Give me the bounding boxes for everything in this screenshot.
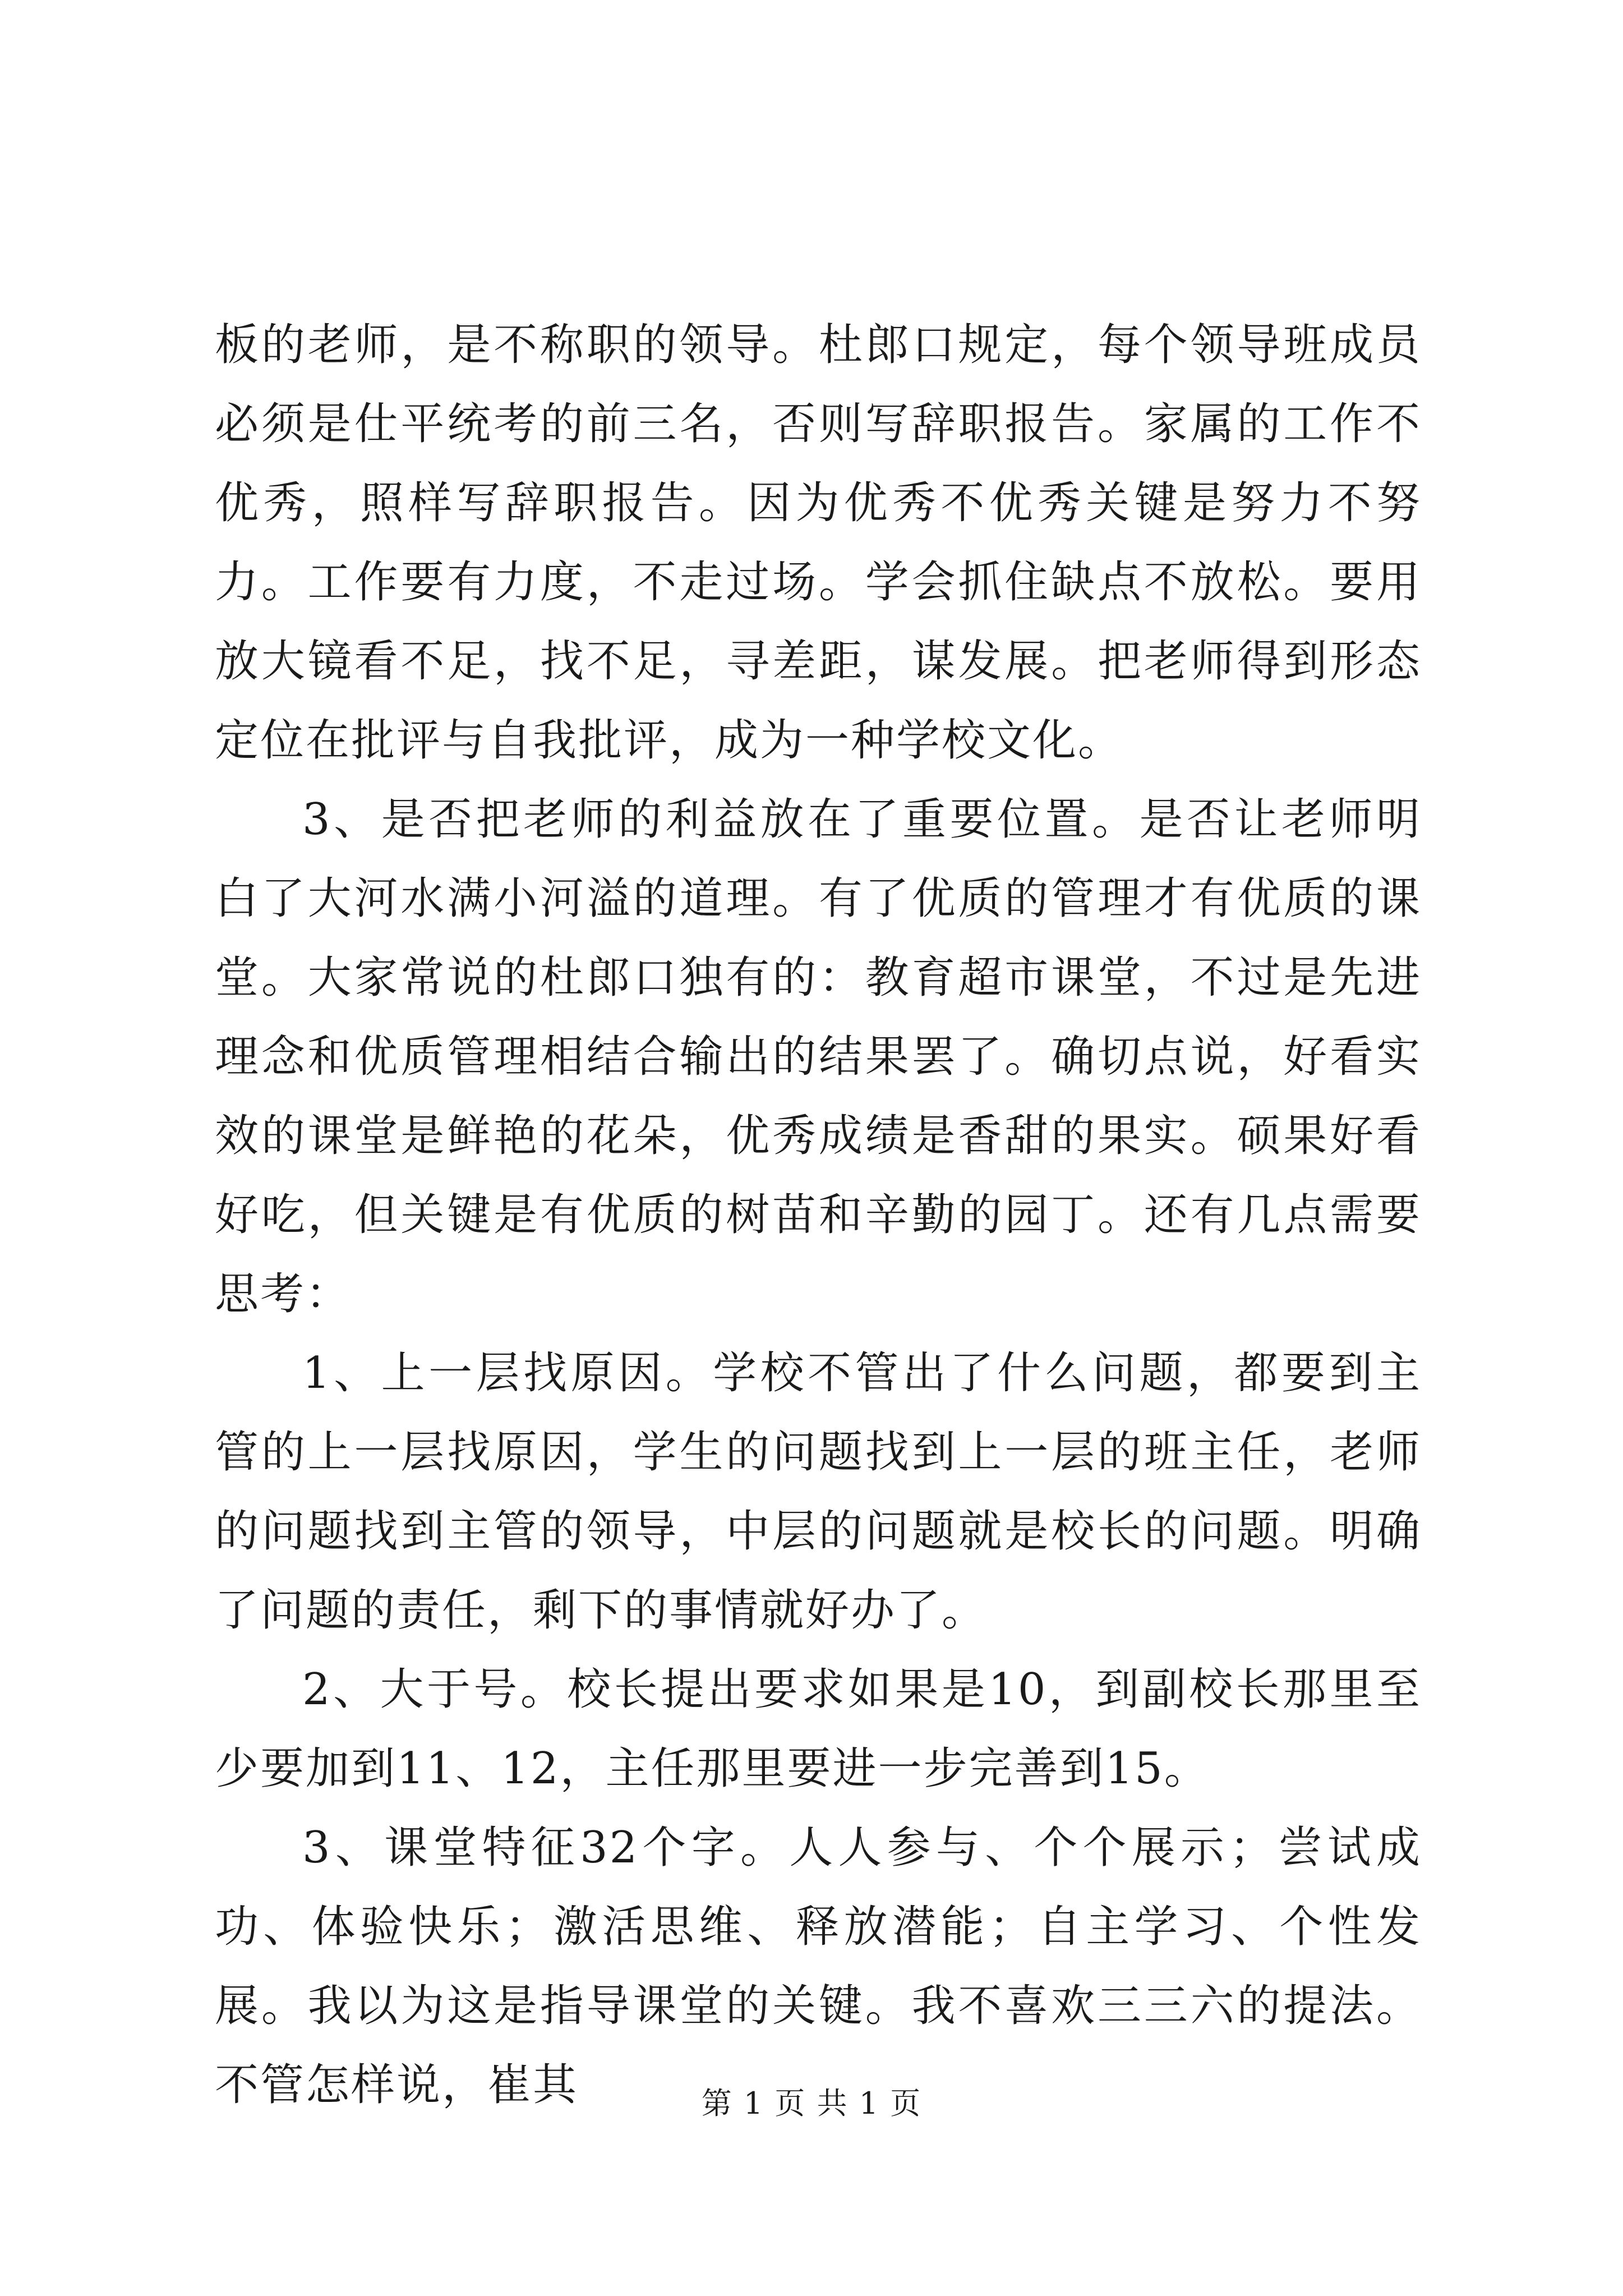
paragraph-1: 板的老师，是不称职的领导。杜郎口规定，每个领导班成员必须是仕平统考的前三名，否则写辞职报告。家属的工作不优秀，照样写辞职报告。因为优秀不优秀关键是努力不努力。工作要有力度，不走过场。学会抓住缺点不放松。要用放大镜看不足，找不足，寻差距，谋发展。把老师得到形态定位在批评与自我批评，成为一种学校文化。 xyxy=(215,320,1422,766)
paragraph-4: 2、大于号。校长提出要求如果是10，到副校长那里至少要加到11、12，主任那里要进一步完善到15。 xyxy=(215,1664,1422,1794)
paragraph-2: 3、是否把老师的利益放在了重要位置。是否让老师明白了大河水满小河溢的道理。有了优质的管理才有优质的课堂。大家常说的杜郎口独有的：教育超市课堂，不过是先进理念和优质管理相结合输出的结果罢了。确切点说，好看实效的课堂是鲜艳的花朵，优秀成绩是香甜的果实。硕果好看好吃，但关键是有优质的树苗和辛勤的园丁。还有几点需要思考： xyxy=(215,794,1422,1319)
document-body xyxy=(215,306,1422,2125)
paragraph-5: 3、课堂特征32个字。人人参与、个个展示；尝试成功、体验快乐；激活思维、释放潜能；自主学习、个性发展。我以为这是指导课堂的关键。我不喜欢三三六的提法。不管怎样说，崔其 xyxy=(215,1823,1422,2110)
page-footer: 第 1 页 共 1 页 xyxy=(701,2086,922,2121)
paragraph-3: 1、上一层找原因。学校不管出了什么问题，都要到主管的上一层找原因，学生的问题找到上一层的班主任，老师的问题找到主管的领导，中层的问题就是校长的问题。明确了问题的责任，剩下的事情就好办了。 xyxy=(215,1348,1422,1636)
